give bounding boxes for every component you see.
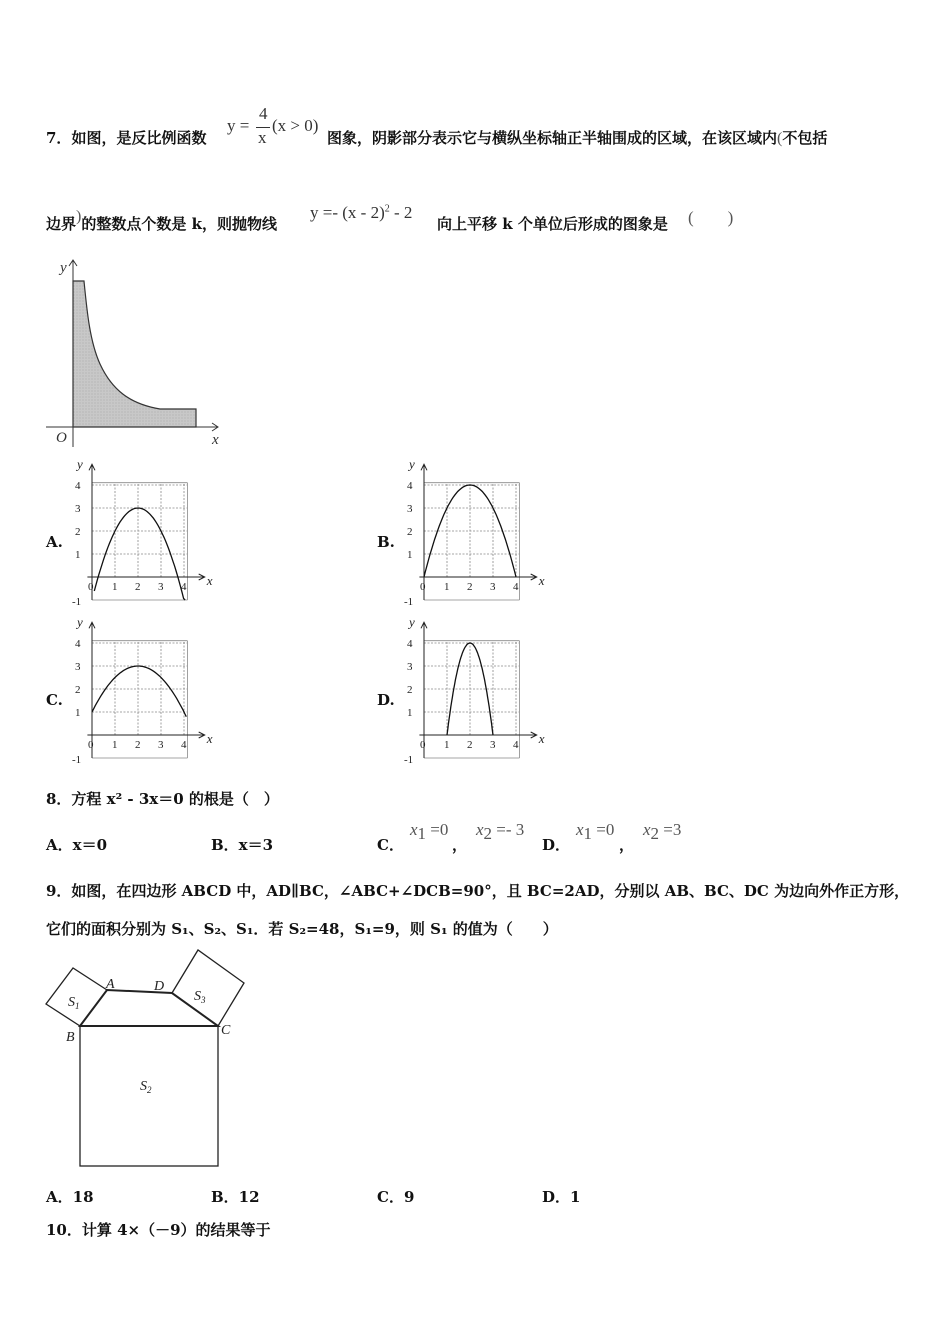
q8-option-c-comma: ， [452,836,468,854]
q9-label-d: D [154,979,165,994]
q9-line2: 它们的面积分别为 S₁、S₂、S₁．若 S₂=48，S₁=9，则 S₁ 的值为（ ） [46,920,558,938]
q8-option-c-math [410,820,448,844]
q7-figure [40,252,230,452]
x-tick-label: 2 [467,581,473,593]
y-axis-label: y [77,462,83,472]
x-tick-label: 0 [420,581,426,593]
y-axis-label: y [409,462,415,472]
y-tick-label: 1 [407,707,413,719]
q8-option-d-label: D． [542,836,571,854]
q7-func-y: y = [227,116,250,135]
q7-paren-open: ( [777,130,783,147]
q7-option-b-label[interactable]: B. [377,533,395,551]
neg-tick-label: -1 [404,754,414,766]
x-tick-label: 3 [158,739,164,751]
q9-option-a[interactable]: A．18 [46,1188,94,1206]
q7-number: 7． [46,129,72,147]
y-tick-label: 1 [407,549,413,561]
q7-answer-blank: ( ) [688,208,734,227]
x-axis-label: x [206,573,213,588]
y-tick-label: 2 [75,526,81,538]
q7-text1: 图象，阴影部分表示它与横纵坐标轴正半轴围成的区域，在该区域内 [327,129,778,147]
q9-square-s3 [172,950,244,1026]
y-axis-label: y [409,620,415,630]
q7-option-d-graph[interactable] [392,620,552,770]
q8-d-x1-sub: 1 [583,824,593,844]
x-tick-label: 1 [112,739,118,751]
q7-option-c-graph[interactable] [60,620,220,770]
q7-line1-rest [327,127,827,148]
q10-question: 10．计算 4×（－9）的结果等于 [46,1221,271,1239]
q9-label-s1: $S_1$ [68,995,80,1011]
q9-line1: 9．如图，在四边形 ABCD 中，AD∥BC，∠ABC+∠DCB=90°，且 BC=2AD，分别以 AB、BC、DC 为边向外作正方形， [46,882,910,900]
q7-origin-label: O [56,430,67,446]
y-tick-label: 3 [75,661,81,673]
y-tick-label: 4 [75,638,81,650]
q7-text2a: 边界 [46,215,77,233]
neg-tick-label: -1 [404,596,414,608]
q9-option-d[interactable]: D．1 [542,1188,581,1206]
q8-option-d-math [576,820,614,844]
q8-question: 8．方程 x² - 3x＝0 的根是（ ） [46,790,279,808]
q8-option-a[interactable]: A．x＝0 [46,836,108,854]
parabola-curve [92,666,186,717]
q8-option-d-comma: ， [619,836,635,854]
q7-y-label: y [60,260,67,276]
q7-shaded-region [73,281,196,427]
x-tick-label: 2 [467,739,473,751]
x-tick-label: 1 [444,739,450,751]
q8-c-x1-sub: 1 [417,824,427,844]
y-tick-label: 3 [407,661,413,673]
y-tick-label: 1 [75,707,81,719]
q8-c-x2-sub: 2 [483,824,493,844]
x-tick-label: 1 [444,581,450,593]
x-tick-label: 2 [135,739,141,751]
q7-line1 [46,127,206,148]
q7-option-c-label[interactable]: C. [46,691,63,709]
q9-square-s2 [80,1026,218,1166]
q7-func-denominator: x [258,128,267,147]
q7-function-formula [227,104,327,152]
q8-c-x2: x [476,820,484,839]
y-tick-label: 2 [407,684,413,696]
q8-option-c-math2 [476,820,524,844]
q8-option-d[interactable] [542,834,570,855]
q7-paren-close: ) [76,208,82,225]
x-tick-label: 4 [181,739,187,751]
q9-label-a: A [106,977,115,992]
q7-parabola-exp: 2 [384,203,390,215]
x-axis-label: x [206,731,213,746]
q7-option-a-label[interactable]: A. [46,533,63,551]
y-tick-label: 2 [407,526,413,538]
y-tick-label: 4 [407,638,413,650]
x-tick-label: 4 [513,581,519,593]
q7-option-b-graph[interactable] [392,462,552,612]
x-tick-label: 2 [135,581,141,593]
y-tick-label: 2 [75,684,81,696]
y-tick-label: 1 [75,549,81,561]
q8-option-b[interactable]: B．x＝3 [211,836,274,854]
neg-tick-label: -1 [72,754,82,766]
q8-c-x1: x [410,820,418,839]
x-tick-label: 0 [88,581,94,593]
q7-option-d-label[interactable]: D. [377,691,395,709]
y-tick-label: 4 [75,480,81,492]
q8-c-x2-val: =- 3 [492,820,525,839]
q8-d-x1: x [576,820,584,839]
q7-text1b: 不包括 [782,129,828,147]
y-axis-label: y [77,620,83,630]
q7-func-condition: (x > 0) [272,116,319,135]
q7-parabola-tail: - 2 [389,203,413,222]
q7-parabola-formula [310,203,412,223]
y-tick-label: 3 [407,503,413,515]
q7-text2b: 的整数点个数是 k，则抛物线 [81,215,277,233]
q8-d-x2-sub: 2 [650,824,660,844]
q9-label-s2: $S_2$ [140,1079,152,1095]
q9-label-b: B [66,1030,75,1045]
q7-line2 [46,208,277,234]
x-tick-label: 3 [490,739,496,751]
q9-label-c: C [221,1023,231,1038]
x-tick-label: 3 [158,581,164,593]
q8-d-x1-val: =0 [592,820,615,839]
q7-text2c: 向上平移 k 个单位后形成的图象是 [437,215,668,233]
q9-figure [40,948,260,1178]
x-tick-label: 0 [88,739,94,751]
x-tick-label: 3 [490,581,496,593]
q7-func-numerator: 4 [259,104,268,123]
q8-option-c-label: C． [377,836,404,854]
q7-x-label: x [212,432,219,448]
q8-c-x1-val: =0 [426,820,449,839]
x-tick-label: 4 [181,581,187,593]
y-tick-label: 4 [407,480,413,492]
x-axis-label: x [538,731,545,746]
x-axis-label: x [538,573,545,588]
q7-line2-rest [437,213,668,234]
q8-d-x2-val: =3 [659,820,682,839]
q8-option-d-math2 [643,820,681,844]
q9-option-c[interactable]: C．9 [377,1188,415,1206]
x-tick-label: 0 [420,739,426,751]
q7-parabola: y =- (x - 2) [310,203,385,222]
q7-intro: 如图，是反比例函数 [71,129,207,147]
q9-option-b[interactable]: B．12 [211,1188,260,1206]
q9-label-s3: $S_3$ [194,989,206,1005]
q9-square-s1 [46,968,107,1026]
neg-tick-label: -1 [72,596,82,608]
q7-option-a-graph[interactable] [60,462,220,612]
y-tick-label: 3 [75,503,81,515]
q8-option-c[interactable] [377,834,404,855]
q8-d-x2: x [643,820,651,839]
x-tick-label: 4 [513,739,519,751]
x-tick-label: 1 [112,581,118,593]
